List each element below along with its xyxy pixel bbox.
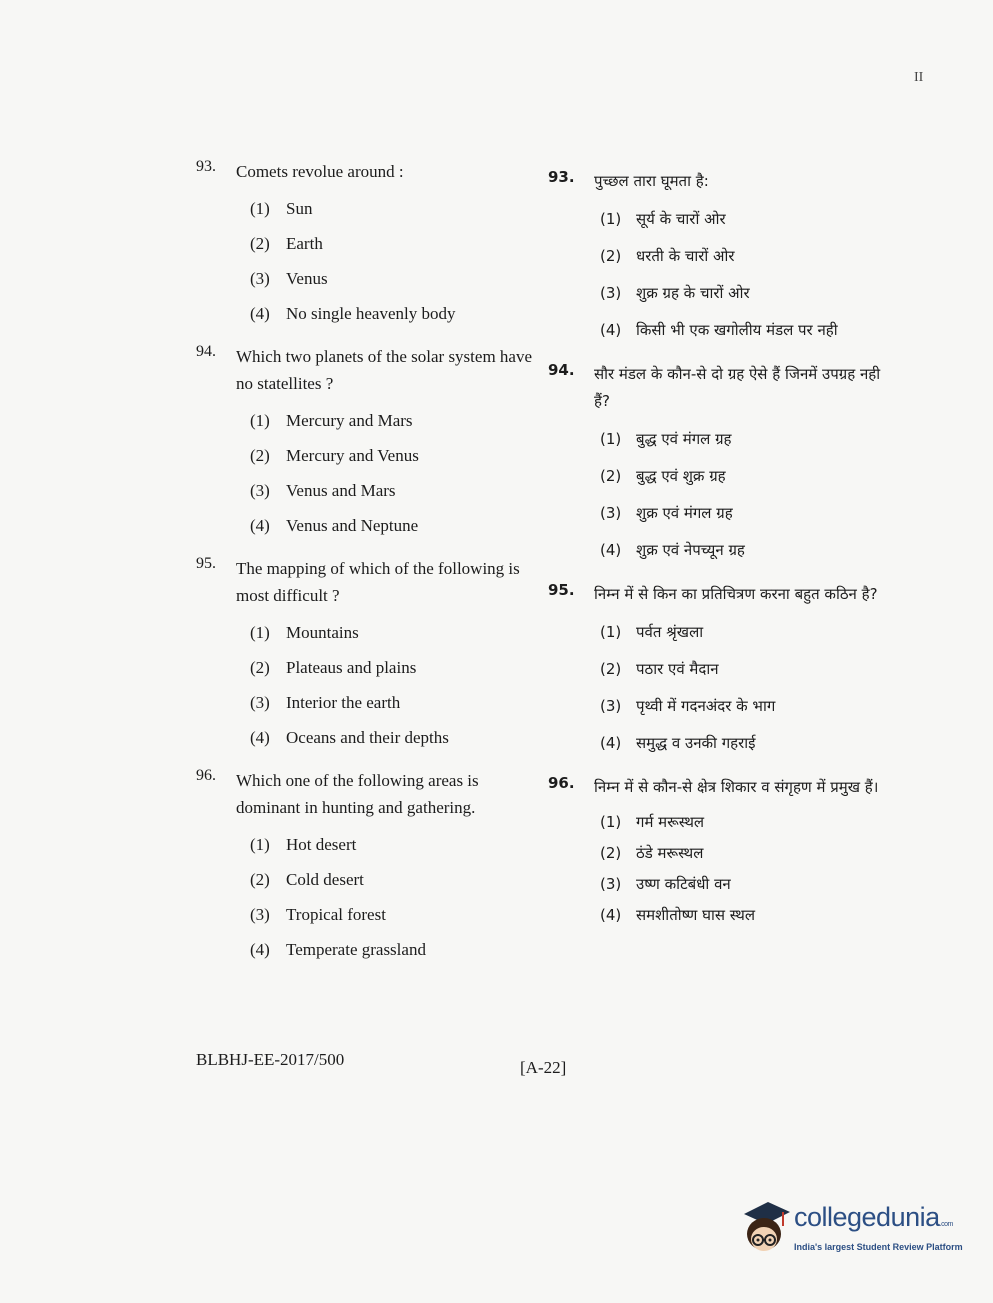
question-number: 96. (548, 774, 575, 792)
option-text: Oceans and their depths (286, 728, 449, 747)
question-text: सौर मंडल के कौन-से दो ग्रह ऐसे हैं जिनमें उपग्रह नही हैं? (594, 365, 881, 410)
option (600, 807, 893, 838)
option-number: (1) (600, 210, 622, 228)
option-number: (2) (250, 446, 270, 465)
option-number: (4) (600, 321, 622, 339)
option (250, 720, 546, 755)
option (600, 275, 893, 312)
option-text: Temperate grassland (286, 940, 426, 959)
question-number: 94. (196, 343, 216, 360)
option (600, 312, 893, 349)
option (250, 897, 546, 932)
option (600, 651, 893, 688)
question-text: Which two planets of the solar system have no statellites ? (236, 347, 533, 393)
option-number: (2) (600, 467, 622, 485)
option (600, 869, 893, 900)
hindi-column (548, 168, 893, 943)
option (250, 296, 546, 331)
option-text: Hot desert (286, 835, 357, 854)
option-number: (1) (250, 199, 270, 218)
option-text: पर्वत श्रृंखला (636, 623, 704, 641)
option-number: (2) (250, 658, 270, 677)
option-text: No single heavenly body (286, 304, 456, 323)
option-number: (1) (600, 623, 622, 641)
option-text: पृथ्वी में गदनअंदर के भाग (636, 697, 776, 715)
option-text: उष्ण कटिबंधी वन (636, 875, 731, 893)
options-list (250, 403, 546, 543)
options-list (600, 614, 893, 762)
option-text: समशीतोष्ण घास स्थल (636, 906, 756, 924)
question-text: पुच्छल तारा घूमता है: (594, 172, 709, 190)
question-93-hi (548, 168, 893, 349)
option-number: (2) (600, 247, 622, 265)
option (250, 650, 546, 685)
options-list (250, 615, 546, 755)
page-mark: II (914, 70, 924, 85)
option-text: Mountains (286, 623, 359, 642)
option-text: समुद्ध व उनकी गहराई (636, 734, 756, 752)
option-text: शुक्र एवं मंगल ग्रह (636, 504, 733, 522)
option (250, 685, 546, 720)
option-number: (2) (250, 870, 270, 889)
option (250, 191, 546, 226)
english-column (196, 158, 546, 979)
option (600, 495, 893, 532)
option (600, 614, 893, 651)
question-text: निम्न में से कौन-से क्षेत्र शिकार व संगृहण में प्रमुख हैं। (594, 778, 879, 796)
option-text: Cold desert (286, 870, 364, 889)
logo-wordmark (794, 1202, 953, 1233)
option-number: (1) (600, 430, 622, 448)
option-number: (3) (250, 693, 270, 712)
option (600, 532, 893, 569)
option (250, 473, 546, 508)
option (600, 688, 893, 725)
graduate-cap-face-icon (738, 1198, 792, 1258)
option-text: Tropical forest (286, 905, 386, 924)
option-number: (4) (600, 906, 622, 924)
question-number: 96. (196, 767, 216, 784)
option-number: (4) (250, 940, 270, 959)
option (600, 725, 893, 762)
question-text: Comets revolue around : (236, 162, 404, 181)
option-text: ठंडे मरूस्थल (636, 844, 704, 862)
option-text: Sun (286, 199, 313, 218)
option-text: बुद्ध एवं मंगल ग्रह (636, 430, 732, 448)
question-number: 95. (548, 581, 575, 599)
options-list (600, 201, 893, 349)
option (250, 261, 546, 296)
option-text: Venus and Mars (286, 481, 396, 500)
option-number: (4) (250, 728, 270, 747)
option-number: (3) (600, 284, 622, 302)
option (250, 827, 546, 862)
question-96-hi (548, 774, 893, 931)
option-number: (4) (600, 541, 622, 559)
question-number: 95. (196, 555, 216, 572)
option (250, 226, 546, 261)
option-text: धरती के चारों ओर (636, 247, 735, 265)
option-number: (1) (250, 623, 270, 642)
option-number: (3) (600, 697, 622, 715)
option (250, 508, 546, 543)
logo-name: collegedunia (794, 1202, 940, 1232)
option-text: शुक्र ग्रह के चारों ओर (636, 284, 750, 302)
option-text: गर्म मरूस्थल (636, 813, 705, 831)
option-text: Venus (286, 269, 328, 288)
option-text: Mercury and Venus (286, 446, 419, 465)
options-list (600, 807, 893, 931)
question-number: 93. (548, 168, 575, 186)
option-number: (4) (600, 734, 622, 752)
question-number: 94. (548, 361, 575, 379)
option-number: (3) (600, 504, 622, 522)
option-number: (3) (600, 875, 622, 893)
logo-tagline: India's largest Student Review Platform (794, 1242, 963, 1252)
option (600, 238, 893, 275)
page-number: [A-22] (520, 1058, 567, 1077)
options-list (600, 421, 893, 569)
question-number: 93. (196, 158, 216, 175)
option (600, 458, 893, 495)
option (600, 421, 893, 458)
options-list (250, 191, 546, 331)
option-text: सूर्य के चारों ओर (636, 210, 726, 228)
option-text: Mercury and Mars (286, 411, 413, 430)
question-93-en (196, 158, 546, 331)
option-text: बुद्ध एवं शुक्र ग्रह (636, 467, 726, 485)
option-number: (3) (250, 481, 270, 500)
option-text: Plateaus and plains (286, 658, 417, 677)
question-text: निम्न में से किन का प्रतिचित्रण करना बहुत कठिन है? (594, 585, 878, 603)
option-number: (2) (600, 844, 622, 862)
option-number: (4) (250, 516, 270, 535)
logo-suffix: .com (939, 1221, 953, 1228)
question-text: The mapping of which of the following is most difficult ? (236, 559, 520, 605)
question-94-en (196, 343, 546, 543)
option-number: (1) (250, 835, 270, 854)
option (600, 201, 893, 238)
option (250, 438, 546, 473)
question-96-en (196, 767, 546, 967)
option-text: Venus and Neptune (286, 516, 419, 535)
option-number: (3) (250, 905, 270, 924)
option-number: (2) (600, 660, 622, 678)
option-text: Interior the earth (286, 693, 401, 712)
option-text: किसी भी एक खगोलीय मंडल पर नही (636, 321, 838, 339)
question-95-hi (548, 581, 893, 762)
option (250, 932, 546, 967)
option-text: शुक्र एवं नेपच्यून ग्रह (636, 541, 745, 559)
option-number: (3) (250, 269, 270, 288)
option (600, 838, 893, 869)
question-94-hi (548, 361, 893, 569)
option (250, 862, 546, 897)
question-text: Which one of the following areas is dominant in hunting and gathering. (236, 771, 479, 817)
option (250, 615, 546, 650)
question-95-en (196, 555, 546, 755)
option-number: (1) (250, 411, 270, 430)
option-number: (1) (600, 813, 622, 831)
option-text: पठार एवं मैदान (636, 660, 719, 678)
option-text: Earth (286, 234, 323, 253)
option (250, 403, 546, 438)
paper-code: BLBHJ-EE-2017/500 (196, 1050, 345, 1069)
option-number: (4) (250, 304, 270, 323)
option-number: (2) (250, 234, 270, 253)
collegedunia-logo[interactable] (738, 1198, 963, 1260)
options-list (250, 827, 546, 967)
option (600, 900, 893, 931)
